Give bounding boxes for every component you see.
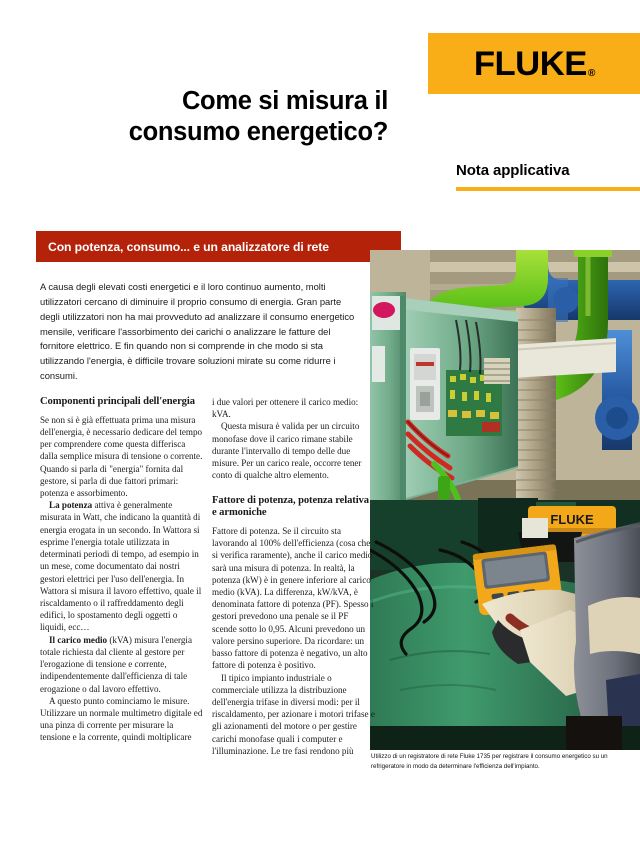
page-title-line-2: consumo energetico? [128,118,388,147]
intro-paragraph: A causa degli elevati costi energetici e il loro continuo aumento, molti utilizzatori cercano di diminuire il proprio consumo di energia. Gran parte degli utilizzatori non ha mai provveduto ad analizzare il consumo energetico mensile, verificare l'assorbimento dei carichi o analizzare le fatture del fornitore elettrico. E fin quando non si comprende in che modo si sta utilizzando l'energia, è difficile trovare soluzioni mirate su come ridurre i consumi. [40,281,355,382]
document-type-block [428,162,640,179]
fluke-logo [428,33,640,94]
section-banner-text: Con potenza, consumo... e un analizzatore di rete [48,239,329,254]
left-paragraph-2-body: attiva è generalmente misurata in Watt, che indicano la quantità di energia erogata in un secondo. In Wattora si esprime l'energia totale utilizzata in determinati periodi di tempo, ad esempio in un mese, come documentato dai nostri gestori elettrici per l'uso dell'energia. In Wattora si misura il lavoro effettivo, quale il riscaldamento o il raffreddamento degli edifici, lo spostamento degli oggetti o liquidi, ecc… [40,500,202,633]
page-title-line-1: Come si misura il [181,87,388,115]
fluke-wordmark [473,44,596,83]
middle-paragraph-2: Questa misura è valida per un circuito monofase dove il carico rimane stabile durante l'intervallo di tempo delle due misure. Per un carico reale, occorre tener conto di qualche altro elemento. [212,421,362,481]
hero-photo [370,250,640,750]
photo-caption: Utilizzo di un registratore di rete Fluke 1735 per registrare il consumo energetico su un refrigeratore in modo da determinare l'efficienza dell'impianto. [371,753,608,771]
left-paragraph-2 [40,499,203,633]
middle-paragraph-1: i due valori per ottenere il carico medio: kVA. [212,397,359,420]
left-paragraph-4: A questo punto cominciamo le misure. Utilizzare un normale multimetro digitale ed una pinza di corrente per misurare la tensione e la corrente, quindi moltiplicare [40,695,203,743]
photo-case-label: FLUKE [550,512,594,527]
document-type-label: Nota applicativa [456,162,570,179]
left-column-heading: Componenti principali dell'energia [40,396,195,407]
page-header [0,0,640,220]
section-banner [36,231,401,262]
accent-rule [456,187,640,191]
middle-paragraph-4: Il tipico impianto industriale o commerciale utilizza la distribuzione dell'energia trifase in diversi modi: per il riscaldamento, per azionare i motori trifase e gli azionamenti del motore o per gestire carichi monofase quali i computer e l'illuminazione. Le tre fasi rendono più [212,672,375,756]
registered-trademark-icon: ® [588,67,596,79]
left-paragraph-1: Se non si è già effettuata prima una misura dell'energia, è necessario dedicare del tempo per comprendere come questa differisca dalla semplice misura di tensione o corrente. Quando si parla di "energia" fornita dal gestore, si parla di due fattori primari: potenza e assorbimento. [40,414,203,499]
hero-photo-illustration [370,250,640,750]
left-paragraph-2-lead: La potenza [49,500,93,511]
fluke-logo-text: FLUKE [473,44,588,83]
left-paragraph-3-lead: Il carico medio [49,634,108,645]
left-paragraph-3 [40,634,203,695]
left-paragraph-3-body: (kVA) misura l'energia totale richiesta dal cliente al gestore per l'erogazione di tensione e corrente, indipendentemente dall'efficienza di tale erogazione o dal lavoro effettivo. [40,634,192,694]
middle-paragraph-3: Fattore di potenza. Se il circuito sta lavorando al 100% dell'efficienza (cosa che si verifica raramente), anche il carico medio sarà una misura di potenza. In realtà, la potenza (kW) è in genere inferiore al carico medio (kVA). La differenza, kW/kVA, è denominata fattore di potenza (PF). Spesso i gestori prevedono una penale se il PF scende sotto lo 0,95. Alcuni prevedono un valore persino superiore. Da ricordare: un basso fattore di potenza è negativo, un alto fattore di potenza è positivo. [212,525,374,671]
page-title [18,86,388,148]
body-column-middle [212,396,375,757]
body-column-left [40,396,203,744]
middle-column-heading: Fattore di potenza, potenza relativa e armoniche [212,494,369,519]
